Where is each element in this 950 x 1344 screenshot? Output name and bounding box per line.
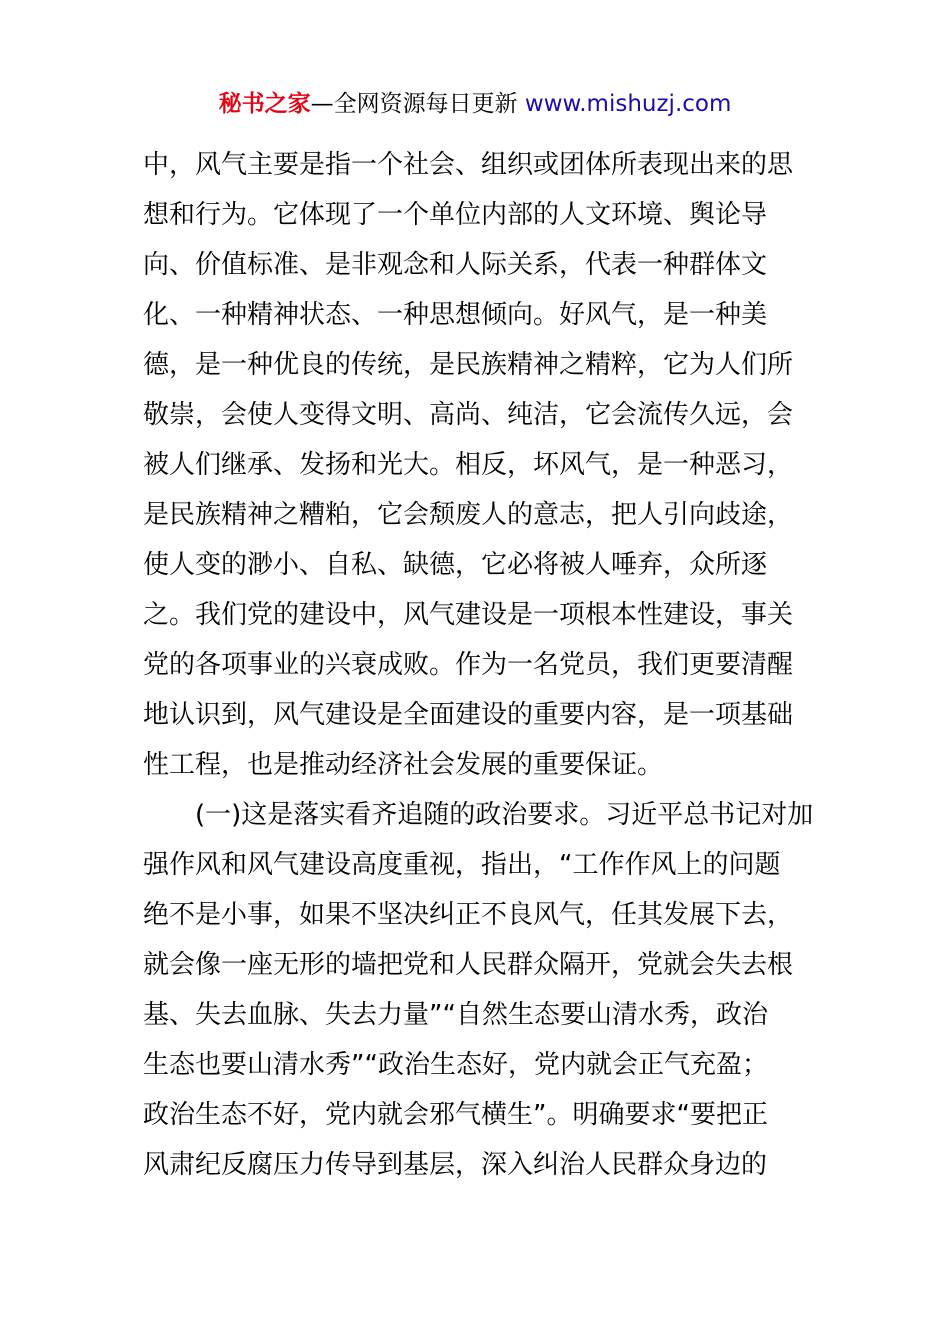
paragraph-start-line: (一)这是落实看齐追随的政治要求。习近平总书记对加 [195,800,814,830]
body-line: 之。我们党的建设中，风气建设是一项根本性建设，事关 [143,600,794,630]
body-line: 就会像一座无形的墙把党和人民群众隔开，党就会失去根 [143,950,794,980]
site-header [0,86,950,122]
body-line: 化、一种精神状态、一种思想倾向。好风气，是一种美 [143,300,768,330]
body-line: 向、价值标准、是非观念和人际关系，代表一种群体文 [143,250,768,280]
body-line: 强作风和风气建设高度重视，指出，“工作作风上的问题 [143,850,781,880]
site-tagline: —全网资源每日更新 [310,91,525,117]
body-line: 政治生态不好，党内就会邪气横生”。明确要求“要把正 [143,1100,768,1130]
body-line: 德，是一种优良的传统，是民族精神之精粹，它为人们所 [143,350,794,380]
body-line: 地认识到，风气建设是全面建设的重要内容，是一项基础 [143,700,794,730]
body-line: 性工程，也是推动经济社会发展的重要保证。 [143,750,664,780]
body-line: 基、失去血脉、失去力量”“自然生态要山清水秀，政治 [143,1000,768,1030]
body-line: 是民族精神之糟粕，它会颓废人的意志，把人引向歧途， [143,500,794,530]
site-brand: 秘书之家 [218,91,311,117]
body-line: 使人变的渺小、自私、缺德，它必将被人唾弃，众所逐 [143,550,768,580]
body-line: 生态也要山清水秀”“政治生态好，党内就会正气充盈； [143,1050,768,1080]
body-line: 敬崇，会使人变得文明、高尚、纯洁，它会流传久远，会 [143,400,794,430]
body-line: 被人们继承、发扬和光大。相反，坏风气，是一种恶习， [143,450,794,480]
body-line: 绝不是小事，如果不坚决纠正不良风气，任其发展下去， [143,900,794,930]
body-line: 中，风气主要是指一个社会、组织或团体所表现出来的思 [143,150,794,180]
site-url-link[interactable]: www.mishuzj.com [524,91,732,117]
document-body [143,140,823,1190]
body-line: 想和行为。它体现了一个单位内部的人文环境、舆论导 [143,200,768,230]
body-line: 风肃纪反腐压力传导到基层，深入纠治人民群众身边的 [143,1150,768,1180]
body-line: 党的各项事业的兴衰成败。作为一名党员，我们更要清醒 [143,650,794,680]
